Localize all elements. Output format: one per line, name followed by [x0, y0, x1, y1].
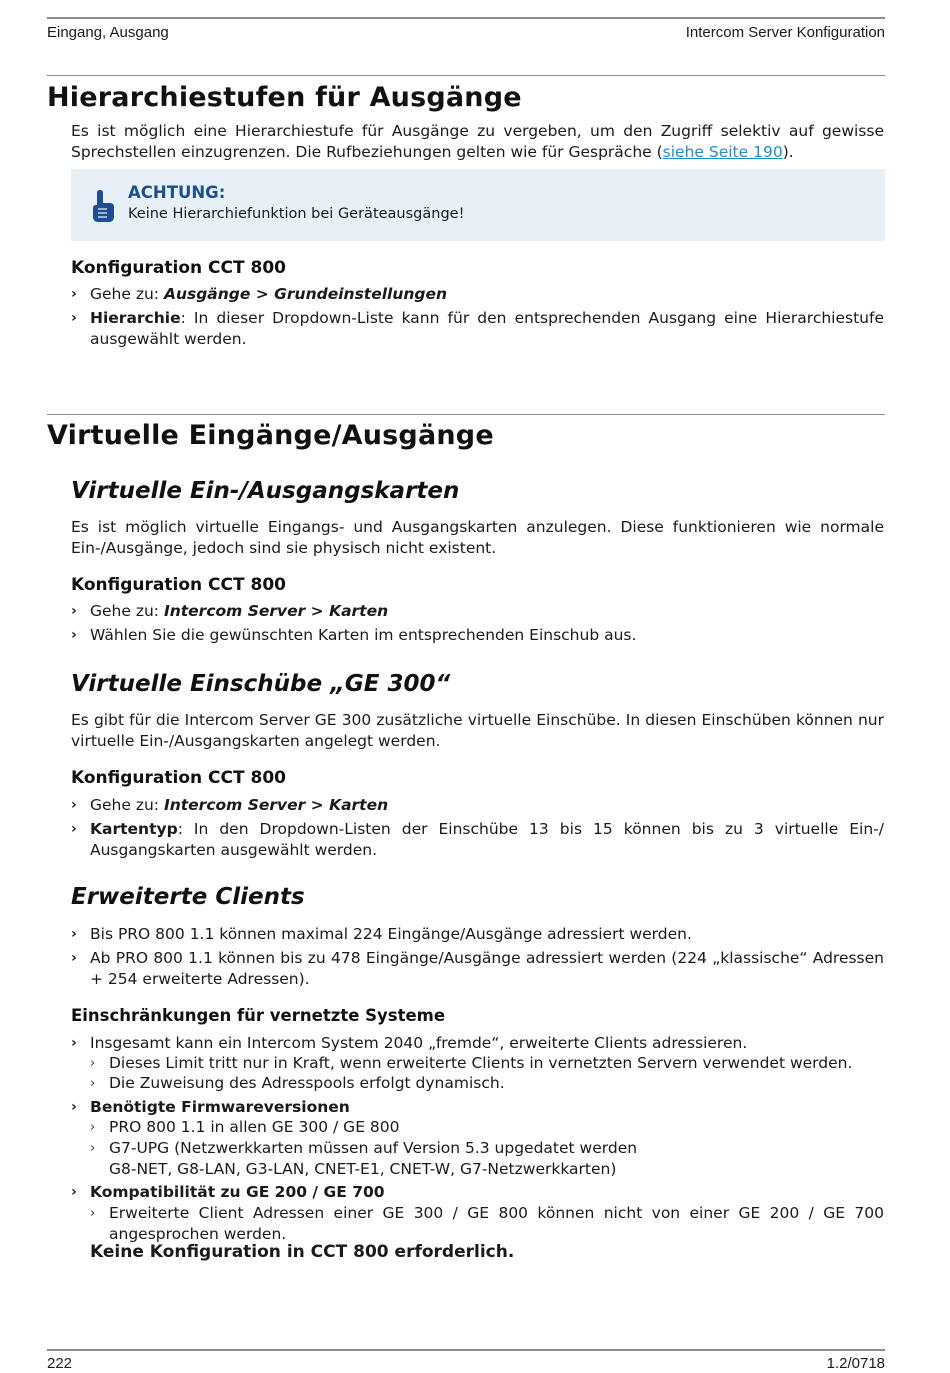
hierarchy-intro: Es ist möglich eine Hierarchiestufe für Ausgänge zu vergeben, um den Zugriff selektiv auf gewisse Sprechstellen einzugrenzen. Die Rufbeziehungen gelten wie für Gespräche (siehe Seite 190).: [71, 122, 884, 161]
sub-list-item: › PRO 800 1.1 in allen GE 300 / GE 800: [90, 1118, 400, 1136]
paragraph: Es gibt für die Intercom Server GE 300 zusätzliche virtuelle Einschübe. In diesen Einschüben können nur virtuelle Ein-/Ausgangskarten angelegt werden.: [71, 711, 884, 750]
config-heading: Konfiguration CCT 800: [71, 575, 286, 595]
section-title-hierarchy: Hierarchiestufen für Ausgänge: [47, 82, 522, 113]
outline-chevron-icon: ›: [90, 1206, 96, 1221]
chevron-right-icon: ›: [71, 1099, 77, 1115]
outline-chevron-icon: ›: [90, 1056, 96, 1071]
no-config-required: Keine Konfiguration in CCT 800 erforderlich.: [90, 1242, 515, 1262]
list-item: › Gehe zu: Ausgänge > Grundeinstellungen: [71, 285, 448, 303]
config-heading: Konfiguration CCT 800: [71, 768, 286, 788]
list-item: › Kartentyp: In den Dropdown-Listen der Einschübe 13 bis 15 können bis zu 3 virtuelle Ein-/ Ausgangskarten ausgewählt werden.: [71, 820, 884, 859]
chevron-right-icon: ›: [71, 310, 77, 326]
section-title-virtual: Virtuelle Eingänge/Ausgänge: [47, 420, 494, 451]
menu-path: Intercom Server > Karten: [163, 602, 389, 620]
subsection-title: Virtuelle Einschübe „GE 300“: [71, 671, 451, 697]
restrictions-heading: Einschränkungen für vernetzte Systeme: [71, 1006, 446, 1025]
chevron-right-icon: ›: [71, 926, 77, 942]
list-item: › Gehe zu: Intercom Server > Karten: [71, 602, 389, 620]
chevron-right-icon: ›: [71, 1035, 77, 1051]
outline-chevron-icon: ›: [90, 1076, 96, 1091]
outline-chevron-icon: ›: [90, 1120, 96, 1135]
list-item: › Benötigte Firmwareversionen: [71, 1098, 350, 1116]
footer-rule: [47, 1349, 885, 1351]
header-top-rule: [47, 17, 885, 19]
term: Kartentyp: [90, 820, 178, 838]
header-chapter: Eingang, Ausgang: [47, 24, 169, 41]
chevron-right-icon: ›: [71, 797, 77, 813]
subsection-title: Erweiterte Clients: [71, 884, 305, 910]
menu-path: Ausgänge > Grundeinstellungen: [163, 285, 448, 303]
outline-chevron-icon: ›: [90, 1141, 96, 1156]
chevron-right-icon: ›: [71, 1184, 77, 1200]
subsection-title: Virtuelle Ein-/Ausgangskarten: [71, 478, 460, 504]
list-item: › Gehe zu: Intercom Server > Karten: [71, 796, 389, 814]
sub-list-item: › G7-UPG (Netzwerkkarten müssen auf Version 5.3 upgedatet werden G8-NET, G8-LAN, G3-LAN, CNET-E1, CNET-W, G7-Netzwerkkarten): [90, 1139, 638, 1178]
list-item: › Insgesamt kann ein Intercom System 2040 „fremde“, erweiterte Clients adressieren.: [71, 1034, 748, 1052]
sub-list-item: › Erweiterte Client Adressen einer GE 300 / GE 800 können nicht von einer GE 200 / GE 700 angesprochen werden.: [90, 1204, 884, 1243]
header-bottom-rule: [47, 75, 885, 76]
config-heading: Konfiguration CCT 800: [71, 258, 286, 278]
section-rule: [47, 414, 885, 415]
sub-list-item: › Die Zuweisung des Adresspools erfolgt dynamisch.: [90, 1074, 505, 1092]
page-number: 222: [47, 1355, 73, 1372]
sub-list-item: › Dieses Limit tritt nur in Kraft, wenn erweiterte Clients in vernetzten Servern verwendet werden.: [90, 1054, 853, 1072]
chevron-right-icon: ›: [71, 950, 77, 966]
page-reference-link[interactable]: siehe Seite 190: [662, 143, 783, 161]
chevron-right-icon: ›: [71, 627, 77, 643]
list-item: › Bis PRO 800 1.1 können maximal 224 Eingänge/Ausgänge adressiert werden.: [71, 925, 692, 943]
note-text: Keine Hierarchiefunktion bei Geräteausgänge!: [128, 206, 465, 222]
list-item: › Ab PRO 800 1.1 können bis zu 478 Eingänge/Ausgänge adressiert werden (224 „klassische“ Adressen + 254 erweiterte Adressen).: [71, 949, 884, 988]
note-title: ACHTUNG:: [128, 183, 226, 202]
chevron-right-icon: ›: [71, 821, 77, 837]
warning-note: [71, 169, 885, 241]
term: Hierarchie: [90, 309, 181, 327]
header-manual-title: Intercom Server Konfiguration: [685, 24, 885, 41]
paragraph: Es ist möglich virtuelle Eingangs- und Ausgangskarten anzulegen. Diese funktionieren wie normale Ein-/Ausgänge, jedoch sind sie physisch nicht existent.: [71, 518, 884, 557]
pointing-hand-icon: [91, 189, 115, 223]
list-item: › Hierarchie: In dieser Dropdown-Liste kann für den entsprechenden Ausgang eine Hierarchiestufe ausgewählt werden.: [71, 309, 884, 348]
chevron-right-icon: ›: [71, 286, 77, 302]
chevron-right-icon: ›: [71, 603, 77, 619]
list-item: › Kompatibilität zu GE 200 / GE 700: [71, 1183, 385, 1201]
menu-path: Intercom Server > Karten: [163, 796, 389, 814]
list-item: › Wählen Sie die gewünschten Karten im entsprechenden Einschub aus.: [71, 626, 637, 644]
document-version: 1.2/0718: [826, 1355, 885, 1372]
